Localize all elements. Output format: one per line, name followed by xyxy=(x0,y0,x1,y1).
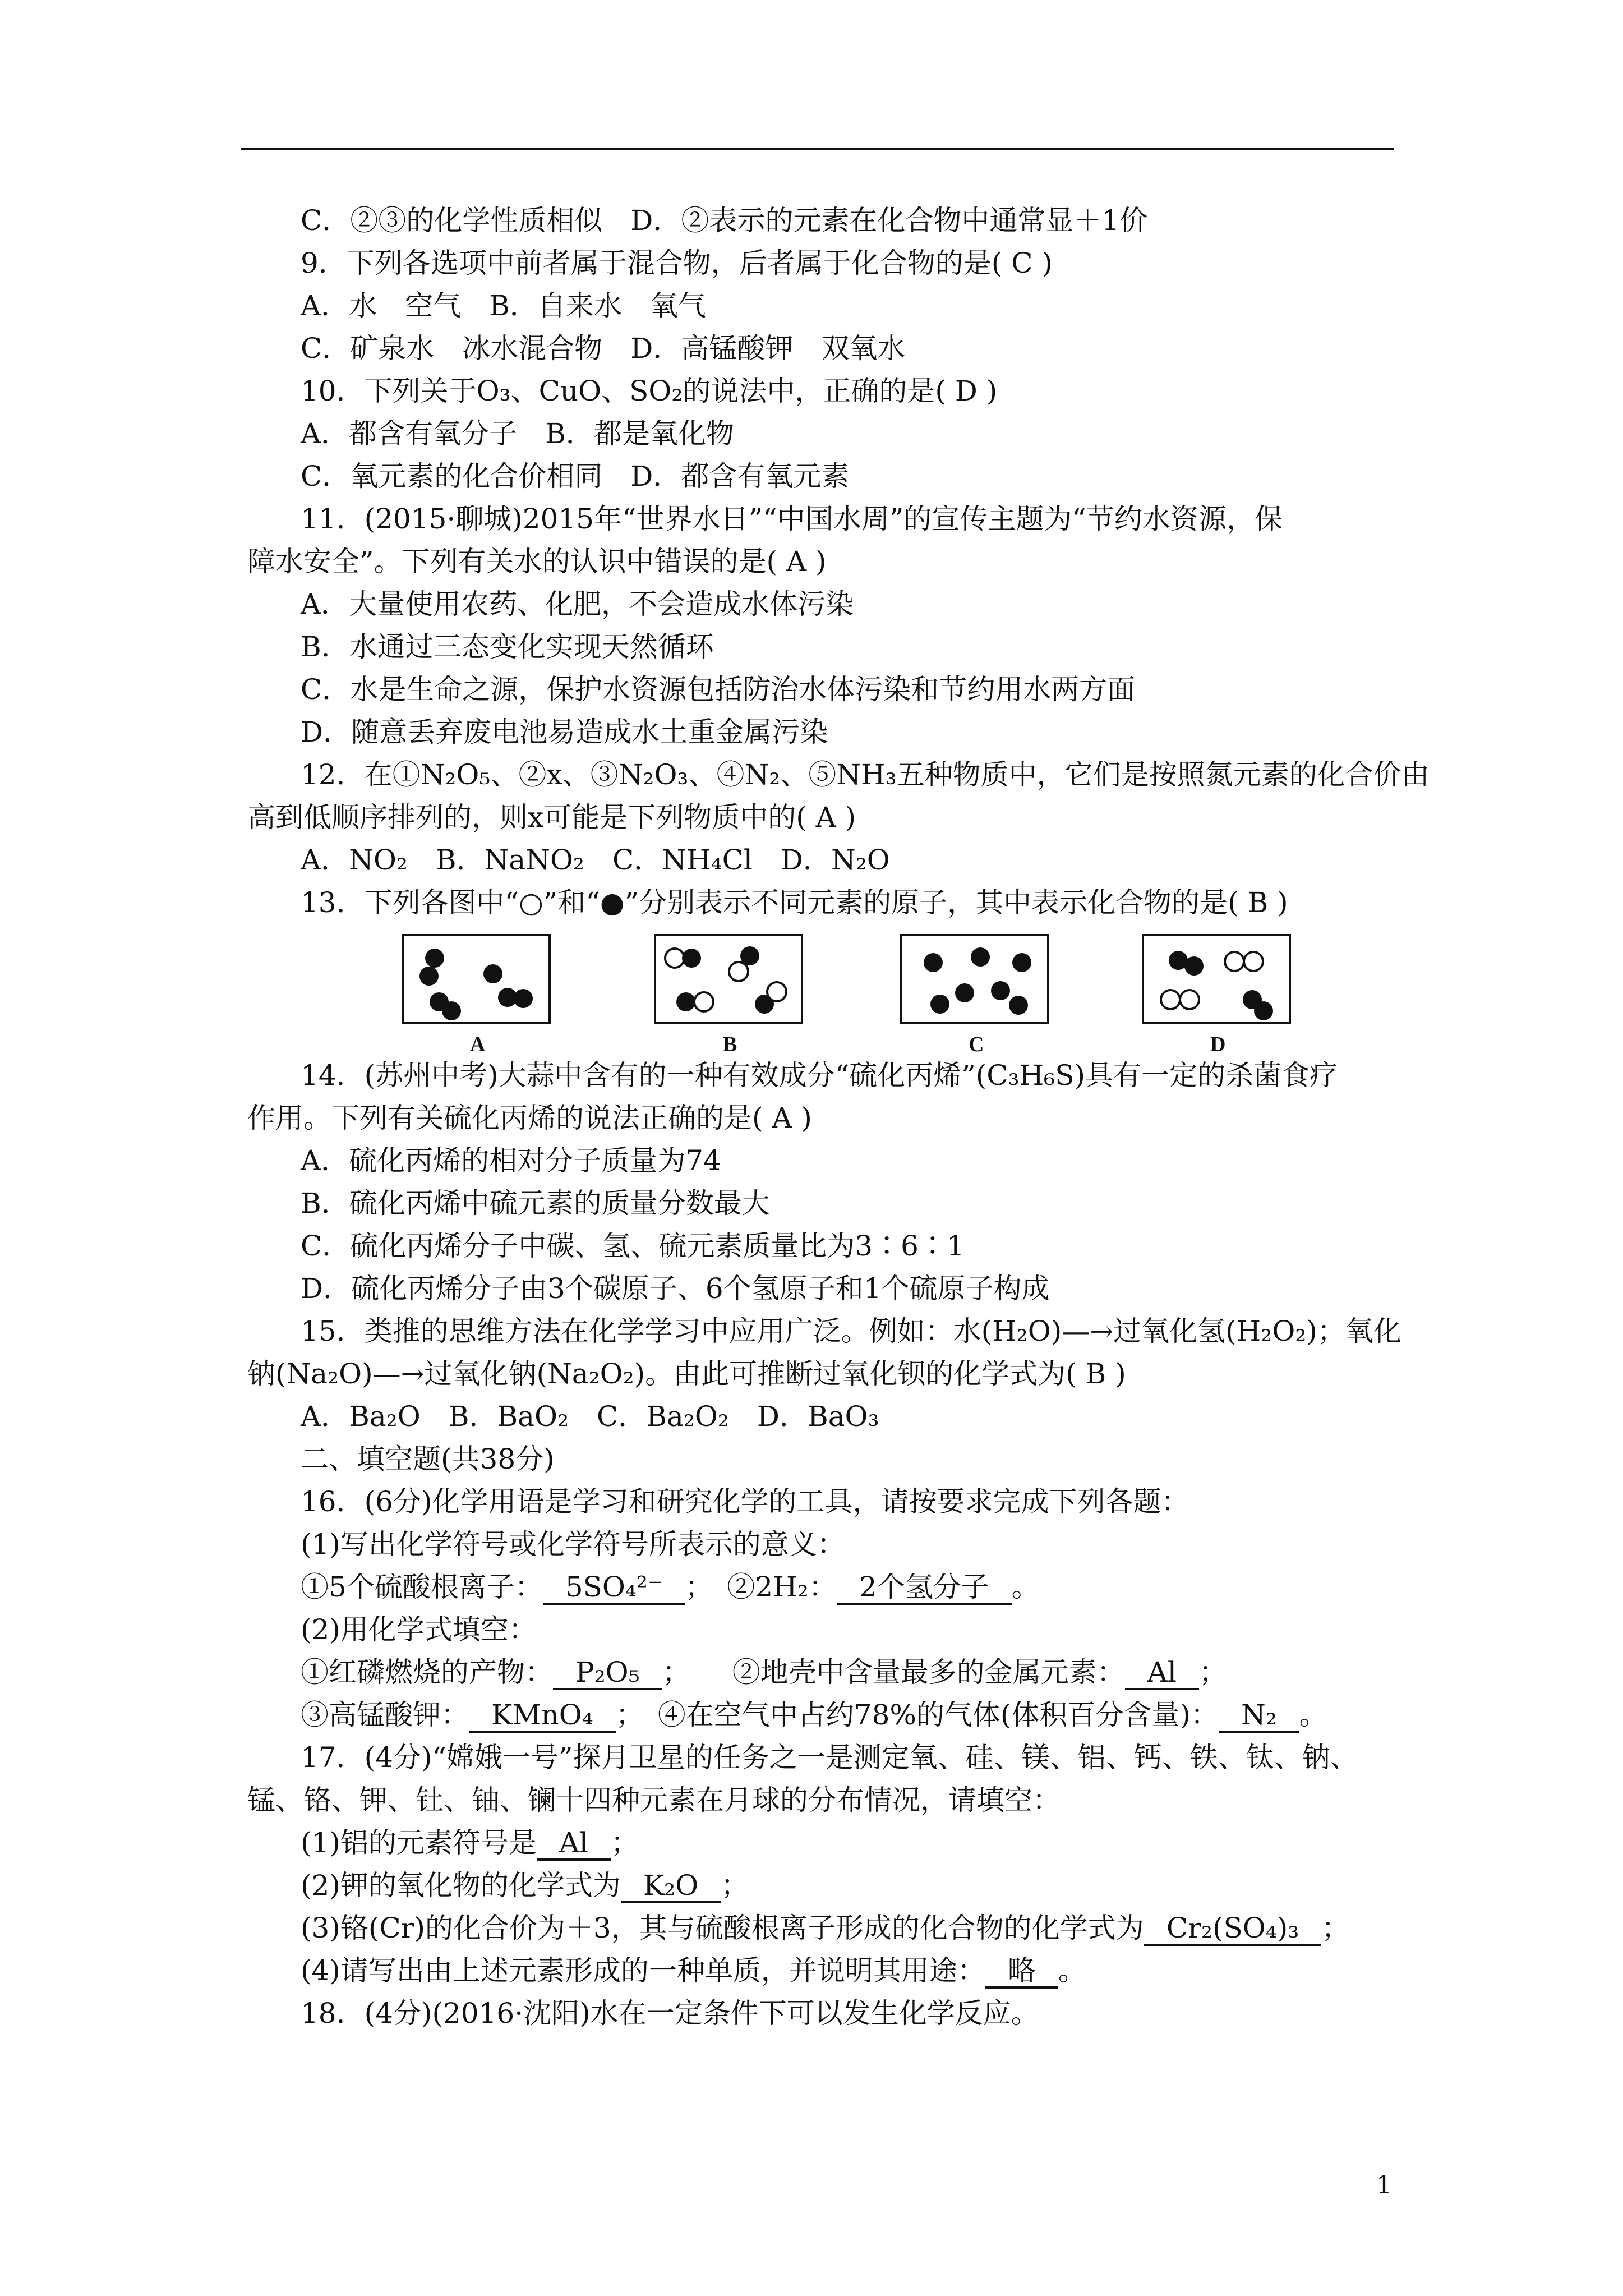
text-line: A．硫化丙烯的相对分子质量为74 xyxy=(301,1144,721,1177)
atom-filled xyxy=(419,967,439,986)
atom-filled xyxy=(1254,1001,1273,1020)
answer-line: ①红磷燃烧的产物： P₂O₅ ； ②地壳中含量最多的金属元素： Al ； xyxy=(301,1655,1227,1690)
atom-filled xyxy=(442,1001,461,1020)
text-line: 作用。下列有关硫化丙烯的说法正确的是( A ) xyxy=(247,1102,812,1134)
question-11: 11．(2015·聊城)2015年“世界水日”“中国水周”的宣传主题为“节约水资源，保 xyxy=(301,503,1283,535)
atom-filled xyxy=(676,992,695,1011)
answer-blank: 5SO₄²⁻ xyxy=(543,1571,685,1605)
answer-blank: Cr₂(SO₄)₃ xyxy=(1144,1912,1322,1946)
question-18: 18．(4分)(2016·沈阳)水在一定条件下可以发生化学反应。 xyxy=(301,1997,1039,2030)
figure-box-a xyxy=(402,934,551,1024)
text-line: A．NO₂ B．NaNO₂ C．NH₄Cl D．N₂O xyxy=(301,844,890,876)
atom-hollow xyxy=(1179,989,1200,1010)
figure-box-d xyxy=(1142,934,1291,1024)
atom-hollow xyxy=(1243,951,1264,972)
answer-blank: Al xyxy=(537,1827,611,1861)
text-line: 钠(Na₂O)—→过氧化钠(Na₂O₂)。由此可推断过氧化钡的化学式为( B ) xyxy=(247,1358,1126,1390)
question-15: 15．类推的思维方法在化学学习中应用广泛。例如：水(H₂O)—→过氧化氢(H₂O₂)；氧化 xyxy=(301,1315,1401,1347)
question-10: 10．下列关于O₃、CuO、SO₂的说法中，正确的是( D ) xyxy=(301,375,998,407)
text-line: A．都含有氧分子 B．都是氧化物 xyxy=(301,417,734,450)
question-14: 14．(苏州中考)大蒜中含有的一种有效成分“硫化丙烯”(C₃H₆S)具有一定的杀菌食疗 xyxy=(301,1059,1338,1092)
question-9: 9．下列各选项中前者属于混合物，后者属于化合物的是( C ) xyxy=(301,247,1053,279)
atom-filled xyxy=(1184,956,1204,976)
figure-box-b xyxy=(654,934,803,1024)
text-line: C．矿泉水 冰水混合物 D．高锰酸钾 双氧水 xyxy=(301,332,906,365)
text-line: 障水安全”。下列有关水的认识中错误的是( A ) xyxy=(247,545,827,578)
atom-filled xyxy=(483,964,502,983)
atom-filled xyxy=(514,989,533,1008)
text-line: A．Ba₂O B．BaO₂ C．Ba₂O₂ D．BaO₃ xyxy=(301,1400,879,1433)
text-line: D．随意丢弃废电池易造成水土重金属污染 xyxy=(301,716,828,748)
text-line: C．水是生命之源，保护水资源包括防治水体污染和节约用水两方面 xyxy=(301,673,1136,706)
atom-filled xyxy=(1012,953,1031,972)
text-line: B．硫化丙烯中硫元素的质量分数最大 xyxy=(301,1187,770,1220)
answer-blank: N₂ xyxy=(1219,1699,1299,1733)
atom-filled xyxy=(682,949,701,968)
question-16: 16．(6分)化学用语是学习和研究化学的工具，请按要求完成下列各题： xyxy=(301,1485,1189,1518)
figure-label-b: B xyxy=(723,1033,737,1056)
answer-blank: 2个氢分子 xyxy=(837,1571,1012,1605)
text-line: (1)写出化学符号或化学符号所表示的意义： xyxy=(301,1528,845,1561)
answer-blank: K₂O xyxy=(621,1870,721,1903)
atom-filled xyxy=(971,947,990,967)
figure-label-a: A xyxy=(470,1033,486,1056)
atom-filled xyxy=(924,953,943,972)
section-heading: 二、填空题(共38分) xyxy=(301,1443,555,1475)
answer-blank: Al xyxy=(1125,1657,1199,1690)
header-rule xyxy=(241,148,1394,150)
atom-filled xyxy=(930,995,949,1014)
question-17: 17．(4分)“嫦娥一号”探月卫星的任务之一是测定氧、硅、镁、铝、钙、铁、钛、钠、 xyxy=(301,1741,1358,1774)
atom-hollow xyxy=(693,991,714,1013)
atom-filled xyxy=(991,981,1010,1000)
atom-filled xyxy=(955,983,974,1002)
figure-label-c: C xyxy=(969,1033,984,1056)
atom-hollow xyxy=(766,981,787,1002)
atom-hollow xyxy=(1160,989,1181,1010)
page-number: 1 xyxy=(1376,2171,1392,2200)
text-line: 锰、铬、钾、钍、铀、镧十四种元素在月球的分布情况，请填空： xyxy=(247,1784,1061,1816)
atom-filled xyxy=(740,946,759,965)
figure-box-c xyxy=(900,934,1049,1024)
text-line: C．硫化丙烯分子中碳、氢、硫元素质量比为3∶6∶1 xyxy=(301,1230,965,1262)
text-line: D．硫化丙烯分子由3个碳原子、6个氢原子和1个硫原子构成 xyxy=(301,1272,1050,1305)
text-line: C．②③的化学性质相似 D．②表示的元素在化合物中通常显＋1价 xyxy=(301,204,1148,237)
answer-line: (1)铝的元素符号是 Al ； xyxy=(301,1825,639,1861)
answer-line: (2)钾的氧化物的化学式为 K₂O ； xyxy=(301,1868,749,1903)
atom-filled xyxy=(1009,996,1028,1015)
answer-blank: 略 xyxy=(985,1955,1058,1989)
answer-line: ①5个硫酸根离子： 5SO₄²⁻ ； ②2H₂： 2个氢分子 。 xyxy=(301,1570,1040,1605)
text-line: A．水 空气 B．自来水 氧气 xyxy=(301,289,706,322)
text-line: 高到低顺序排列的，则x可能是下列物质中的( A ) xyxy=(247,801,856,834)
text-line: (2)用化学式填空： xyxy=(301,1613,537,1646)
answer-blank: P₂O₅ xyxy=(553,1657,662,1690)
question-13: 13．下列各图中“○”和“●”分别表示不同元素的原子，其中表示化合物的是( B ) xyxy=(301,886,1288,919)
text-line: A．大量使用农药、化肥，不会造成水体污染 xyxy=(301,588,854,620)
answer-line: (4)请写出由上述元素形成的一种单质，并说明其用途： 略 。 xyxy=(301,1953,1086,1989)
question-12: 12．在①N₂O₅、②x、③N₂O₃、④N₂、⑤NH₃五种物质中，它们是按照氮元素的化合价由 xyxy=(301,758,1430,791)
answer-line: (3)铬(Cr)的化合价为＋3，其与硫酸根离子形成的化合物的化学式为 Cr₂(SO₄)₃ ； xyxy=(301,1911,1349,1946)
answer-blank: KMnO₄ xyxy=(469,1699,616,1733)
answer-line: ③高锰酸钾： KMnO₄ ； ④在空气中占约78%的气体(体积百分含量)： N₂ 。 xyxy=(301,1697,1327,1733)
text-line: C．氧元素的化合价相同 D．都含有氧元素 xyxy=(301,460,850,493)
atom-hollow xyxy=(1224,951,1245,972)
figure-label-d: D xyxy=(1210,1033,1226,1056)
text-line: B．水通过三态变化实现天然循环 xyxy=(301,631,714,663)
atom-filled xyxy=(425,949,444,968)
